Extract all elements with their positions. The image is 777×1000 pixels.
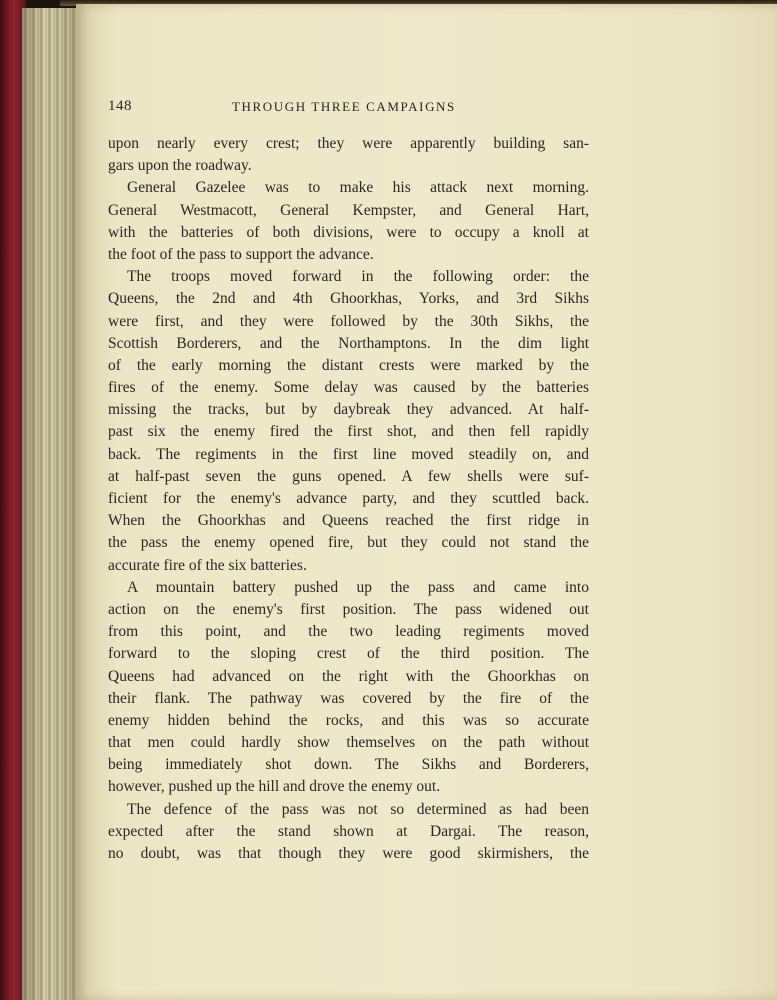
text-line: action on the enemy's first position. The pass widened out <box>108 600 589 618</box>
paragraph-first-line: The defence of the pass was not so determined as had been <box>127 800 589 818</box>
text-line: being immediately shot down. The Sikhs and Borderers, <box>108 756 589 774</box>
body-text <box>108 133 589 865</box>
text-line: fires of the enemy. Some delay was caused by the batteries <box>108 379 589 397</box>
paragraph-first-line: A mountain battery pushed up the pass and came into <box>127 578 589 596</box>
text-line: accurate fire of the six batteries. <box>108 556 307 574</box>
text-line: missing the tracks, but by daybreak they advanced. At half- <box>108 401 589 419</box>
paragraph-first-line: The troops moved forward in the following order: the <box>127 268 589 286</box>
page-number: 148 <box>108 98 132 114</box>
running-title: THROUGH THREE CAMPAIGNS <box>232 99 456 114</box>
text-line: of the early morning the distant crests were marked by the <box>108 356 589 374</box>
text-line: enemy hidden behind the rocks, and this was so accurate <box>108 711 589 729</box>
text-line: at half-past seven the guns opened. A few shells were suf- <box>108 467 589 485</box>
text-line: expected after the stand shown at Dargai. The reason, <box>108 822 589 840</box>
text-line: ficient for the enemy's advance party, and they scuttled back. <box>108 490 589 507</box>
text-line: upon nearly every crest; they were apparently building san- <box>108 135 589 152</box>
text-line: that men could hardly show themselves on the path without <box>108 734 589 752</box>
running-head <box>108 98 608 118</box>
text-line: When the Ghoorkhas and Queens reached the first ridge in <box>108 512 589 530</box>
text-line: Queens, the 2nd and 4th Ghoorkhas, Yorks, and 3rd Sikhs <box>108 290 589 308</box>
text-line: Queens had advanced on the right with the Ghoorkhas on <box>108 667 589 685</box>
text-line: however, pushed up the hill and drove the enemy out. <box>108 778 441 796</box>
text-line: their flank. The pathway was covered by the fire of the <box>108 689 589 707</box>
text-line: no doubt, was that though they were good skirmishers, the <box>108 845 589 862</box>
text-line: from this point, and the two leading regiments moved <box>108 623 589 641</box>
text-line: with the batteries of both divisions, were to occupy a knoll at <box>108 223 589 241</box>
text-line: the pass the enemy opened fire, but they could not stand the <box>108 534 589 552</box>
text-line: Scottish Borderers, and the Northamptons. In the dim light <box>108 334 589 352</box>
text-line: were first, and they were followed by the 30th Sikhs, the <box>108 312 589 330</box>
paragraph-first-line: General Gazelee was to make his attack next morning. <box>127 179 589 197</box>
text-line: back. The regiments in the first line moved steadily on, and <box>108 445 589 463</box>
page-edges <box>22 8 82 1000</box>
text-line: the foot of the pass to support the advance. <box>108 245 374 263</box>
text-line: forward to the sloping crest of the third position. The <box>108 645 589 663</box>
text-line: gars upon the roadway. <box>108 157 252 175</box>
text-line: General Westmacott, General Kempster, and General Hart, <box>108 201 589 219</box>
text-line: past six the enemy fired the first shot, and then fell rapidly <box>108 423 589 441</box>
